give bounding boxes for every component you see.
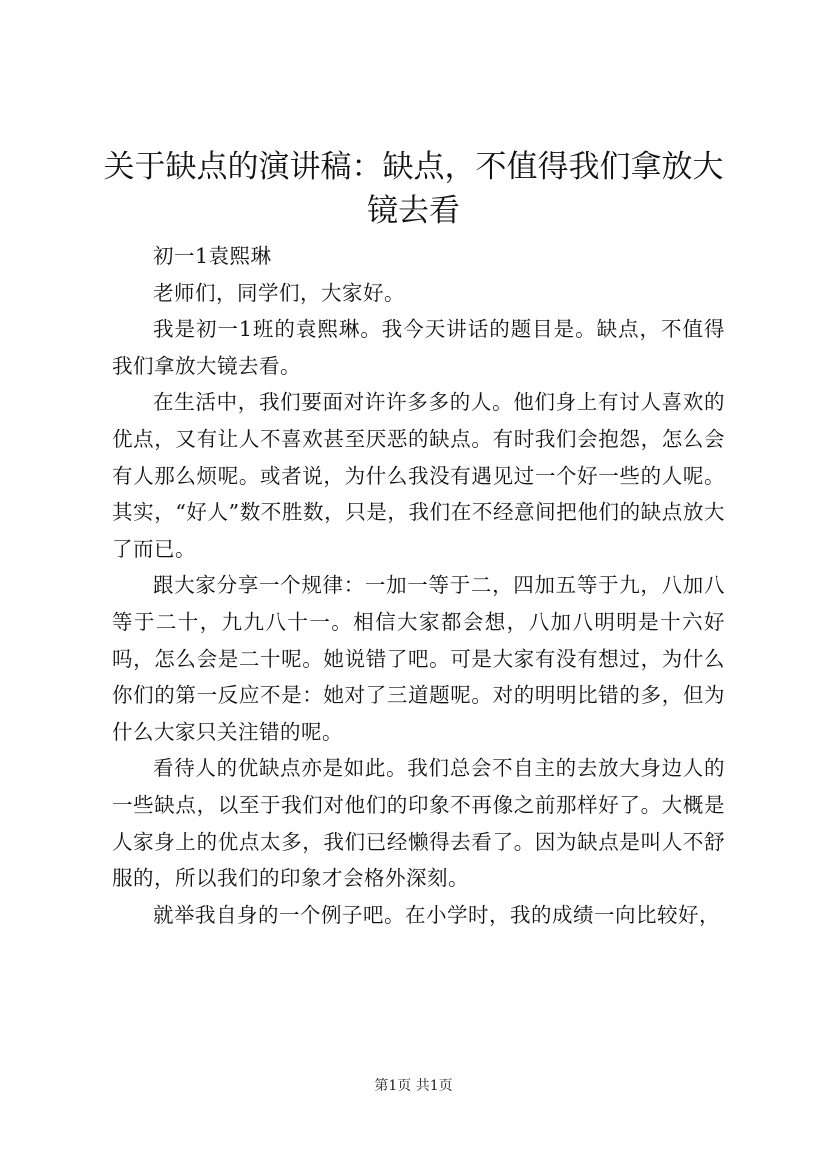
body-paragraph-rule: 跟大家分享一个规律：一加一等于二，四加五等于九，八加八等于二十，九九八十一。相信大家都会想，八加八明明是十六好吗，怎么会是二十呢。她说错了吧。可是大家有没有想过，为什么你们的第一反应不是：她对了三道题呢。对的明明比错的多，但为什么大家只关注错的呢。 [112, 573, 725, 744]
body-paragraph-example: 就举我自身的一个例子吧。在小学时，我的成绩一向比较好， [153, 902, 720, 927]
greeting-paragraph: 老师们，同学们，大家好。 [153, 280, 405, 305]
body-paragraph-view: 看待人的优缺点亦是如此。我们总会不自主的去放大身边人的一些缺点，以至于我们对他们的印象不再像之前那样好了。大概是人家身上的优点太多，我们已经懒得去看了。因为缺点是叫人不舒服的，所以我们的印象才会格外深刻。 [112, 756, 725, 891]
document-title: 关于缺点的演讲稿：缺点，不值得我们拿放大镜去看 [103, 149, 724, 229]
page-number-footer: 第1页 共1页 [374, 1078, 453, 1094]
author-line: 初一1袁熙琳 [153, 244, 272, 268]
document-body [112, 238, 725, 933]
introduction-paragraph: 我是初一1班的袁熙琳。我今天讲话的题目是。缺点，不值得我们拿放大镜去看。 [112, 317, 725, 378]
body-paragraph-life: 在生活中，我们要面对许许多多的人。他们身上有讨人喜欢的优点，又有让人不喜欢甚至厌恶的缺点。有时我们会抱怨，怎么会有人那么烦呢。或者说，为什么我没有遇见过一个好一些的人呢。其实，“好人”数不胜数，只是，我们在不经意间把他们的缺点放大了而已。 [112, 390, 725, 561]
